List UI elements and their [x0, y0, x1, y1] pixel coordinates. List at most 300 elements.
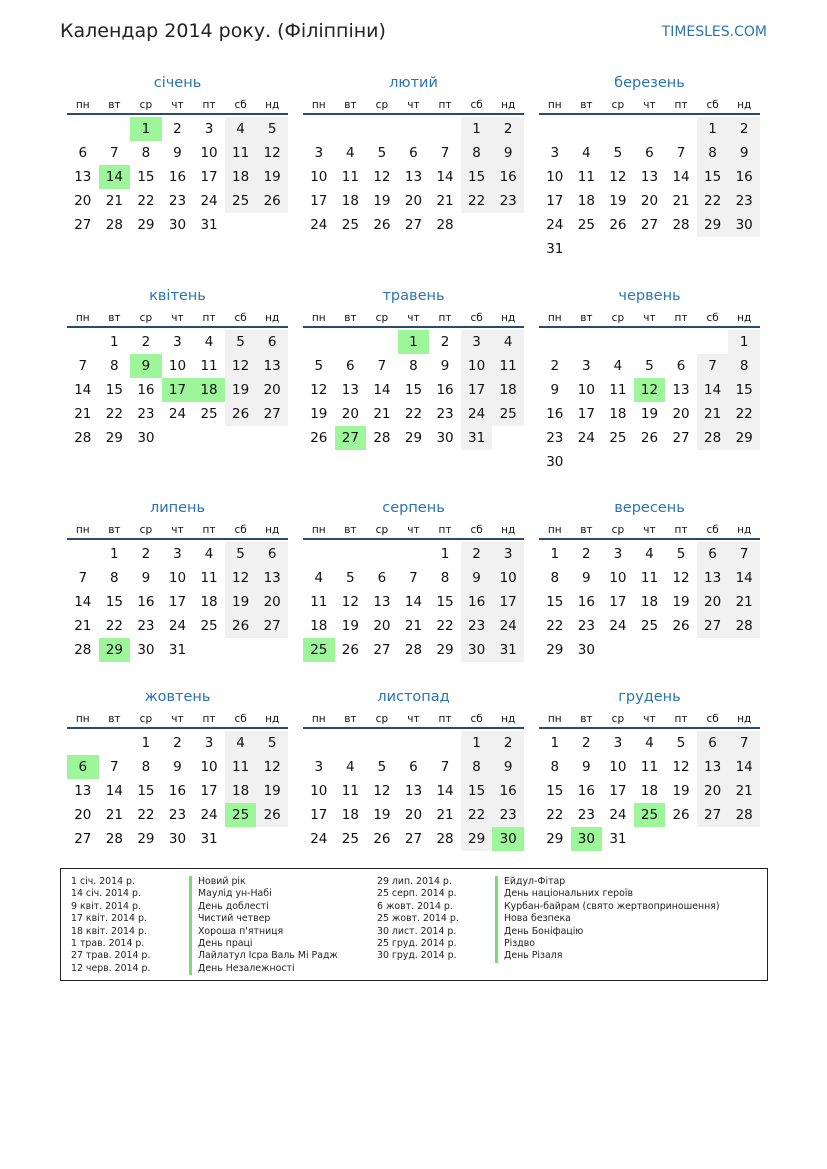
- day-cell[interactable]: 14: [373, 382, 391, 398]
- day-cell[interactable]: 12: [341, 594, 359, 610]
- day-cell[interactable]: 6: [409, 145, 418, 161]
- day-cell[interactable]: 12: [310, 382, 328, 398]
- day-cell[interactable]: 19: [256, 779, 288, 803]
- day-cell[interactable]: 4: [582, 145, 591, 161]
- day-cell[interactable]: 22: [404, 406, 423, 422]
- day-cell[interactable]: 21: [728, 779, 760, 803]
- day-cell[interactable]: 5: [645, 358, 654, 374]
- day-cell[interactable]: 18: [341, 807, 359, 823]
- day-cell[interactable]: 10: [310, 783, 328, 799]
- day-cell[interactable]: 22: [461, 189, 493, 213]
- day-cell[interactable]: 29: [546, 642, 564, 658]
- day-cell[interactable]: 23: [577, 807, 595, 823]
- day-cell[interactable]: 4: [346, 145, 355, 161]
- day-cell[interactable]: 30: [137, 430, 155, 446]
- day-cell[interactable]: 25: [341, 217, 359, 233]
- day-cell[interactable]: 20: [672, 406, 690, 422]
- day-cell[interactable]: 26: [609, 217, 627, 233]
- day-cell[interactable]: 20: [640, 193, 659, 209]
- day-cell[interactable]: 4: [314, 570, 324, 586]
- day-cell[interactable]: 11: [310, 594, 328, 610]
- day-cell[interactable]: 7: [728, 731, 760, 755]
- day-cell[interactable]: 20: [74, 807, 92, 823]
- day-cell-holiday[interactable]: 30: [571, 827, 603, 851]
- day-cell[interactable]: 5: [225, 542, 257, 566]
- day-cell[interactable]: 27: [256, 402, 288, 426]
- day-cell[interactable]: 26: [373, 831, 391, 847]
- day-cell[interactable]: 6: [676, 358, 686, 374]
- day-cell[interactable]: 30: [577, 642, 595, 658]
- day-cell[interactable]: 29: [105, 430, 123, 446]
- day-cell[interactable]: 11: [341, 783, 359, 799]
- day-cell[interactable]: 5: [256, 117, 288, 141]
- day-cell[interactable]: 24: [546, 217, 564, 233]
- day-cell[interactable]: 26: [225, 402, 257, 426]
- day-cell[interactable]: 23: [546, 430, 564, 446]
- day-cell-holiday[interactable]: 18: [193, 378, 225, 402]
- day-cell[interactable]: 15: [461, 779, 493, 803]
- day-cell[interactable]: 1: [110, 546, 119, 562]
- day-cell-holiday[interactable]: 12: [634, 378, 666, 402]
- day-cell[interactable]: 20: [697, 590, 729, 614]
- day-cell[interactable]: 17: [609, 783, 627, 799]
- day-cell[interactable]: 7: [409, 570, 418, 586]
- day-cell[interactable]: 15: [546, 594, 564, 610]
- day-cell[interactable]: 15: [546, 783, 564, 799]
- day-cell[interactable]: 6: [256, 542, 288, 566]
- day-cell[interactable]: 1: [461, 117, 493, 141]
- day-cell[interactable]: 23: [137, 406, 155, 422]
- day-cell[interactable]: 20: [373, 618, 391, 634]
- day-cell[interactable]: 16: [546, 406, 564, 422]
- day-cell[interactable]: 11: [492, 354, 524, 378]
- day-cell[interactable]: 11: [341, 169, 359, 185]
- day-cell[interactable]: 7: [377, 358, 387, 374]
- day-cell[interactable]: 21: [436, 193, 454, 209]
- day-cell[interactable]: 9: [492, 141, 524, 165]
- day-cell[interactable]: 4: [645, 546, 654, 562]
- day-cell[interactable]: 13: [74, 783, 92, 799]
- day-cell[interactable]: 21: [74, 406, 92, 422]
- day-cell[interactable]: 18: [225, 165, 257, 189]
- day-cell[interactable]: 12: [373, 169, 391, 185]
- day-cell[interactable]: 15: [436, 594, 454, 610]
- day-cell[interactable]: 29: [137, 831, 155, 847]
- day-cell[interactable]: 13: [697, 566, 729, 590]
- day-cell[interactable]: 18: [609, 406, 627, 422]
- day-cell[interactable]: 29: [436, 642, 454, 658]
- day-cell[interactable]: 9: [173, 759, 182, 775]
- day-cell[interactable]: 26: [225, 614, 257, 638]
- day-cell[interactable]: 26: [256, 803, 288, 827]
- day-cell[interactable]: 20: [256, 378, 288, 402]
- day-cell[interactable]: 8: [141, 145, 151, 161]
- day-cell[interactable]: 28: [373, 430, 391, 446]
- day-cell[interactable]: 14: [105, 783, 123, 799]
- day-cell[interactable]: 5: [377, 145, 387, 161]
- day-cell-holiday[interactable]: 17: [162, 378, 194, 402]
- day-cell[interactable]: 22: [137, 807, 155, 823]
- day-cell[interactable]: 17: [310, 193, 328, 209]
- day-cell[interactable]: 31: [200, 831, 218, 847]
- day-cell[interactable]: 8: [110, 358, 119, 374]
- day-cell[interactable]: 1: [728, 330, 760, 354]
- day-cell[interactable]: 19: [310, 406, 328, 422]
- day-cell[interactable]: 10: [200, 145, 218, 161]
- day-cell[interactable]: 2: [173, 121, 182, 137]
- day-cell[interactable]: 23: [168, 193, 187, 209]
- day-cell[interactable]: 22: [461, 803, 493, 827]
- day-cell[interactable]: 19: [225, 378, 257, 402]
- day-cell[interactable]: 13: [697, 755, 729, 779]
- day-cell[interactable]: 19: [672, 783, 690, 799]
- day-cell[interactable]: 18: [640, 783, 659, 799]
- day-cell[interactable]: 30: [436, 430, 454, 446]
- day-cell[interactable]: 1: [550, 735, 560, 751]
- day-cell[interactable]: 28: [436, 217, 454, 233]
- day-cell[interactable]: 27: [697, 803, 729, 827]
- day-cell[interactable]: 13: [256, 566, 288, 590]
- day-cell[interactable]: 4: [225, 117, 257, 141]
- day-cell[interactable]: 12: [672, 570, 690, 586]
- day-cell[interactable]: 26: [256, 189, 288, 213]
- day-cell[interactable]: 9: [550, 382, 560, 398]
- day-cell[interactable]: 6: [697, 542, 729, 566]
- day-cell[interactable]: 8: [550, 570, 560, 586]
- day-cell[interactable]: 27: [697, 614, 729, 638]
- day-cell[interactable]: 9: [440, 358, 450, 374]
- day-cell[interactable]: 18: [640, 594, 659, 610]
- day-cell[interactable]: 7: [440, 759, 450, 775]
- day-cell[interactable]: 2: [461, 542, 493, 566]
- day-cell[interactable]: 10: [168, 358, 187, 374]
- day-cell[interactable]: 8: [141, 759, 151, 775]
- day-cell[interactable]: 17: [200, 783, 218, 799]
- day-cell[interactable]: 29: [404, 430, 423, 446]
- day-cell[interactable]: 13: [341, 382, 359, 398]
- day-cell[interactable]: 13: [404, 169, 423, 185]
- day-cell[interactable]: 23: [492, 189, 524, 213]
- day-cell[interactable]: 23: [728, 189, 760, 213]
- day-cell[interactable]: 20: [697, 779, 729, 803]
- day-cell[interactable]: 13: [640, 169, 659, 185]
- day-cell[interactable]: 5: [314, 358, 324, 374]
- day-cell[interactable]: 17: [577, 406, 595, 422]
- day-cell[interactable]: 28: [728, 614, 760, 638]
- day-cell[interactable]: 28: [404, 642, 423, 658]
- day-cell[interactable]: 8: [409, 358, 418, 374]
- day-cell[interactable]: 30: [137, 642, 155, 658]
- day-cell[interactable]: 2: [492, 731, 524, 755]
- day-cell[interactable]: 13: [256, 354, 288, 378]
- day-cell[interactable]: 19: [341, 618, 359, 634]
- day-cell[interactable]: 12: [225, 566, 257, 590]
- day-cell[interactable]: 10: [609, 759, 627, 775]
- day-cell[interactable]: 23: [137, 618, 155, 634]
- day-cell[interactable]: 26: [310, 430, 328, 446]
- day-cell[interactable]: 30: [728, 213, 760, 237]
- day-cell[interactable]: 28: [105, 217, 123, 233]
- day-cell[interactable]: 10: [577, 382, 595, 398]
- day-cell[interactable]: 24: [461, 402, 493, 426]
- day-cell[interactable]: 28: [74, 642, 92, 658]
- day-cell-holiday[interactable]: 9: [130, 354, 162, 378]
- day-cell[interactable]: 18: [200, 594, 218, 610]
- day-cell[interactable]: 19: [609, 193, 627, 209]
- day-cell[interactable]: 28: [74, 430, 92, 446]
- day-cell[interactable]: 17: [492, 590, 524, 614]
- day-cell[interactable]: 12: [256, 141, 288, 165]
- day-cell[interactable]: 19: [373, 193, 391, 209]
- day-cell[interactable]: 30: [461, 638, 493, 662]
- day-cell[interactable]: 5: [346, 570, 355, 586]
- day-cell[interactable]: 24: [310, 831, 328, 847]
- day-cell[interactable]: 22: [137, 193, 155, 209]
- day-cell[interactable]: 31: [168, 642, 187, 658]
- day-cell[interactable]: 5: [256, 731, 288, 755]
- day-cell[interactable]: 27: [404, 831, 423, 847]
- day-cell[interactable]: 7: [728, 542, 760, 566]
- day-cell[interactable]: 3: [173, 546, 182, 562]
- day-cell[interactable]: 14: [436, 783, 454, 799]
- day-cell[interactable]: 5: [676, 546, 686, 562]
- day-cell[interactable]: 26: [640, 430, 659, 446]
- day-cell[interactable]: 11: [225, 755, 257, 779]
- day-cell[interactable]: 14: [74, 382, 92, 398]
- day-cell[interactable]: 14: [728, 755, 760, 779]
- day-cell[interactable]: 16: [577, 594, 595, 610]
- day-cell[interactable]: 16: [461, 590, 493, 614]
- day-cell[interactable]: 26: [341, 642, 359, 658]
- day-cell[interactable]: 7: [697, 354, 729, 378]
- day-cell[interactable]: 16: [492, 779, 524, 803]
- day-cell[interactable]: 19: [373, 807, 391, 823]
- day-cell[interactable]: 9: [141, 570, 151, 586]
- day-cell[interactable]: 11: [640, 570, 659, 586]
- day-cell-holiday[interactable]: 27: [335, 426, 367, 450]
- day-cell[interactable]: 22: [546, 618, 564, 634]
- day-cell[interactable]: 2: [582, 735, 591, 751]
- day-cell[interactable]: 20: [341, 406, 359, 422]
- day-cell[interactable]: 28: [672, 217, 690, 233]
- day-cell[interactable]: 6: [377, 570, 387, 586]
- day-cell[interactable]: 17: [168, 594, 187, 610]
- day-cell[interactable]: 6: [256, 330, 288, 354]
- day-cell[interactable]: 9: [728, 141, 760, 165]
- day-cell[interactable]: 22: [728, 402, 760, 426]
- day-cell[interactable]: 9: [582, 759, 591, 775]
- day-cell[interactable]: 10: [546, 169, 564, 185]
- day-cell[interactable]: 6: [645, 145, 654, 161]
- day-cell-holiday[interactable]: 6: [67, 755, 99, 779]
- day-cell[interactable]: 1: [697, 117, 729, 141]
- day-cell[interactable]: 7: [676, 145, 686, 161]
- day-cell[interactable]: 16: [168, 783, 187, 799]
- day-cell[interactable]: 21: [404, 618, 423, 634]
- day-cell[interactable]: 30: [168, 217, 187, 233]
- day-cell[interactable]: 2: [728, 117, 760, 141]
- day-cell[interactable]: 6: [697, 731, 729, 755]
- day-cell[interactable]: 8: [728, 354, 760, 378]
- day-cell[interactable]: 27: [373, 642, 391, 658]
- day-cell[interactable]: 6: [346, 358, 355, 374]
- day-cell[interactable]: 15: [137, 783, 155, 799]
- day-cell[interactable]: 2: [173, 735, 182, 751]
- day-cell[interactable]: 14: [74, 594, 92, 610]
- day-cell[interactable]: 29: [461, 827, 493, 851]
- day-cell[interactable]: 8: [461, 755, 493, 779]
- day-cell[interactable]: 13: [74, 169, 92, 185]
- day-cell[interactable]: 2: [492, 117, 524, 141]
- day-cell[interactable]: 29: [546, 831, 564, 847]
- day-cell[interactable]: 1: [141, 735, 151, 751]
- day-cell[interactable]: 9: [173, 145, 182, 161]
- day-cell[interactable]: 3: [582, 358, 591, 374]
- day-cell[interactable]: 8: [550, 759, 560, 775]
- day-cell[interactable]: 11: [225, 141, 257, 165]
- day-cell[interactable]: 11: [640, 759, 659, 775]
- day-cell[interactable]: 16: [137, 594, 155, 610]
- day-cell[interactable]: 24: [168, 618, 187, 634]
- day-cell[interactable]: 19: [256, 165, 288, 189]
- day-cell[interactable]: 2: [582, 546, 591, 562]
- day-cell[interactable]: 1: [461, 731, 493, 755]
- day-cell[interactable]: 24: [200, 807, 218, 823]
- day-cell[interactable]: 17: [546, 193, 564, 209]
- day-cell[interactable]: 4: [645, 735, 654, 751]
- day-cell[interactable]: 19: [640, 406, 659, 422]
- day-cell[interactable]: 12: [672, 759, 690, 775]
- day-cell[interactable]: 27: [640, 217, 659, 233]
- day-cell[interactable]: 4: [346, 759, 355, 775]
- day-cell[interactable]: 3: [492, 542, 524, 566]
- day-cell[interactable]: 2: [141, 334, 151, 350]
- day-cell[interactable]: 5: [613, 145, 623, 161]
- day-cell[interactable]: 4: [613, 358, 623, 374]
- day-cell[interactable]: 3: [461, 330, 493, 354]
- day-cell[interactable]: 3: [314, 759, 324, 775]
- day-cell[interactable]: 4: [204, 546, 214, 562]
- day-cell[interactable]: 11: [609, 382, 627, 398]
- day-cell[interactable]: 7: [110, 145, 119, 161]
- day-cell[interactable]: 18: [225, 779, 257, 803]
- day-cell[interactable]: 25: [609, 430, 627, 446]
- day-cell[interactable]: 23: [436, 406, 454, 422]
- day-cell[interactable]: 24: [609, 807, 627, 823]
- day-cell[interactable]: 14: [436, 169, 454, 185]
- day-cell[interactable]: 18: [492, 378, 524, 402]
- day-cell[interactable]: 10: [310, 169, 328, 185]
- day-cell[interactable]: 28: [697, 426, 729, 450]
- day-cell[interactable]: 3: [204, 735, 214, 751]
- day-cell[interactable]: 13: [373, 594, 391, 610]
- day-cell[interactable]: 29: [728, 426, 760, 450]
- day-cell[interactable]: 12: [225, 354, 257, 378]
- day-cell[interactable]: 15: [697, 165, 729, 189]
- day-cell[interactable]: 25: [200, 406, 218, 422]
- day-cell[interactable]: 12: [609, 169, 627, 185]
- day-cell[interactable]: 3: [173, 334, 182, 350]
- day-cell[interactable]: 16: [577, 783, 595, 799]
- day-cell[interactable]: 3: [204, 121, 214, 137]
- day-cell[interactable]: 12: [373, 783, 391, 799]
- day-cell[interactable]: 21: [436, 807, 454, 823]
- day-cell[interactable]: 14: [404, 594, 423, 610]
- day-cell[interactable]: 11: [577, 169, 595, 185]
- day-cell[interactable]: 4: [204, 334, 214, 350]
- day-cell[interactable]: 16: [436, 382, 454, 398]
- day-cell[interactable]: 10: [492, 566, 524, 590]
- day-cell[interactable]: 3: [314, 145, 324, 161]
- day-cell[interactable]: 18: [310, 618, 328, 634]
- day-cell[interactable]: 27: [256, 614, 288, 638]
- day-cell[interactable]: 7: [440, 145, 450, 161]
- day-cell[interactable]: 16: [728, 165, 760, 189]
- day-cell[interactable]: 9: [582, 570, 591, 586]
- day-cell[interactable]: 22: [546, 807, 564, 823]
- day-cell[interactable]: 13: [672, 382, 690, 398]
- day-cell[interactable]: 15: [461, 165, 493, 189]
- day-cell[interactable]: 8: [440, 570, 450, 586]
- day-cell[interactable]: 19: [672, 594, 690, 610]
- day-cell-holiday[interactable]: 25: [303, 638, 335, 662]
- day-cell[interactable]: 24: [492, 614, 524, 638]
- day-cell-holiday[interactable]: 25: [225, 803, 257, 827]
- day-cell[interactable]: 11: [200, 570, 218, 586]
- day-cell[interactable]: 10: [609, 570, 627, 586]
- day-cell[interactable]: 1: [550, 546, 560, 562]
- day-cell[interactable]: 15: [137, 169, 155, 185]
- day-cell[interactable]: 31: [200, 217, 218, 233]
- day-cell[interactable]: 23: [461, 614, 493, 638]
- day-cell-holiday[interactable]: 29: [99, 638, 131, 662]
- day-cell[interactable]: 1: [440, 546, 450, 562]
- day-cell[interactable]: 31: [492, 638, 524, 662]
- day-cell[interactable]: 7: [78, 570, 88, 586]
- day-cell[interactable]: 5: [676, 735, 686, 751]
- day-cell[interactable]: 10: [461, 354, 493, 378]
- day-cell[interactable]: 24: [168, 406, 187, 422]
- day-cell[interactable]: 30: [168, 831, 187, 847]
- day-cell[interactable]: 15: [728, 378, 760, 402]
- day-cell[interactable]: 3: [613, 546, 623, 562]
- day-cell[interactable]: 31: [546, 241, 564, 257]
- day-cell[interactable]: 17: [310, 807, 328, 823]
- day-cell-holiday[interactable]: 1: [130, 117, 162, 141]
- day-cell[interactable]: 25: [492, 402, 524, 426]
- day-cell[interactable]: 17: [200, 169, 218, 185]
- day-cell[interactable]: 4: [492, 330, 524, 354]
- day-cell[interactable]: 21: [672, 193, 690, 209]
- day-cell[interactable]: 3: [550, 145, 560, 161]
- day-cell[interactable]: 21: [697, 402, 729, 426]
- day-cell[interactable]: 22: [697, 189, 729, 213]
- day-cell[interactable]: 8: [461, 141, 493, 165]
- day-cell[interactable]: 12: [256, 755, 288, 779]
- day-cell[interactable]: 11: [200, 358, 218, 374]
- day-cell-holiday[interactable]: 14: [99, 165, 131, 189]
- day-cell[interactable]: 26: [373, 217, 391, 233]
- day-cell[interactable]: 24: [609, 618, 627, 634]
- day-cell[interactable]: 28: [105, 831, 123, 847]
- day-cell[interactable]: 27: [74, 217, 92, 233]
- day-cell[interactable]: 22: [436, 618, 454, 634]
- day-cell[interactable]: 25: [640, 618, 659, 634]
- day-cell[interactable]: 26: [672, 807, 690, 823]
- day-cell[interactable]: 21: [105, 807, 123, 823]
- day-cell[interactable]: 23: [168, 807, 187, 823]
- day-cell[interactable]: 22: [105, 406, 123, 422]
